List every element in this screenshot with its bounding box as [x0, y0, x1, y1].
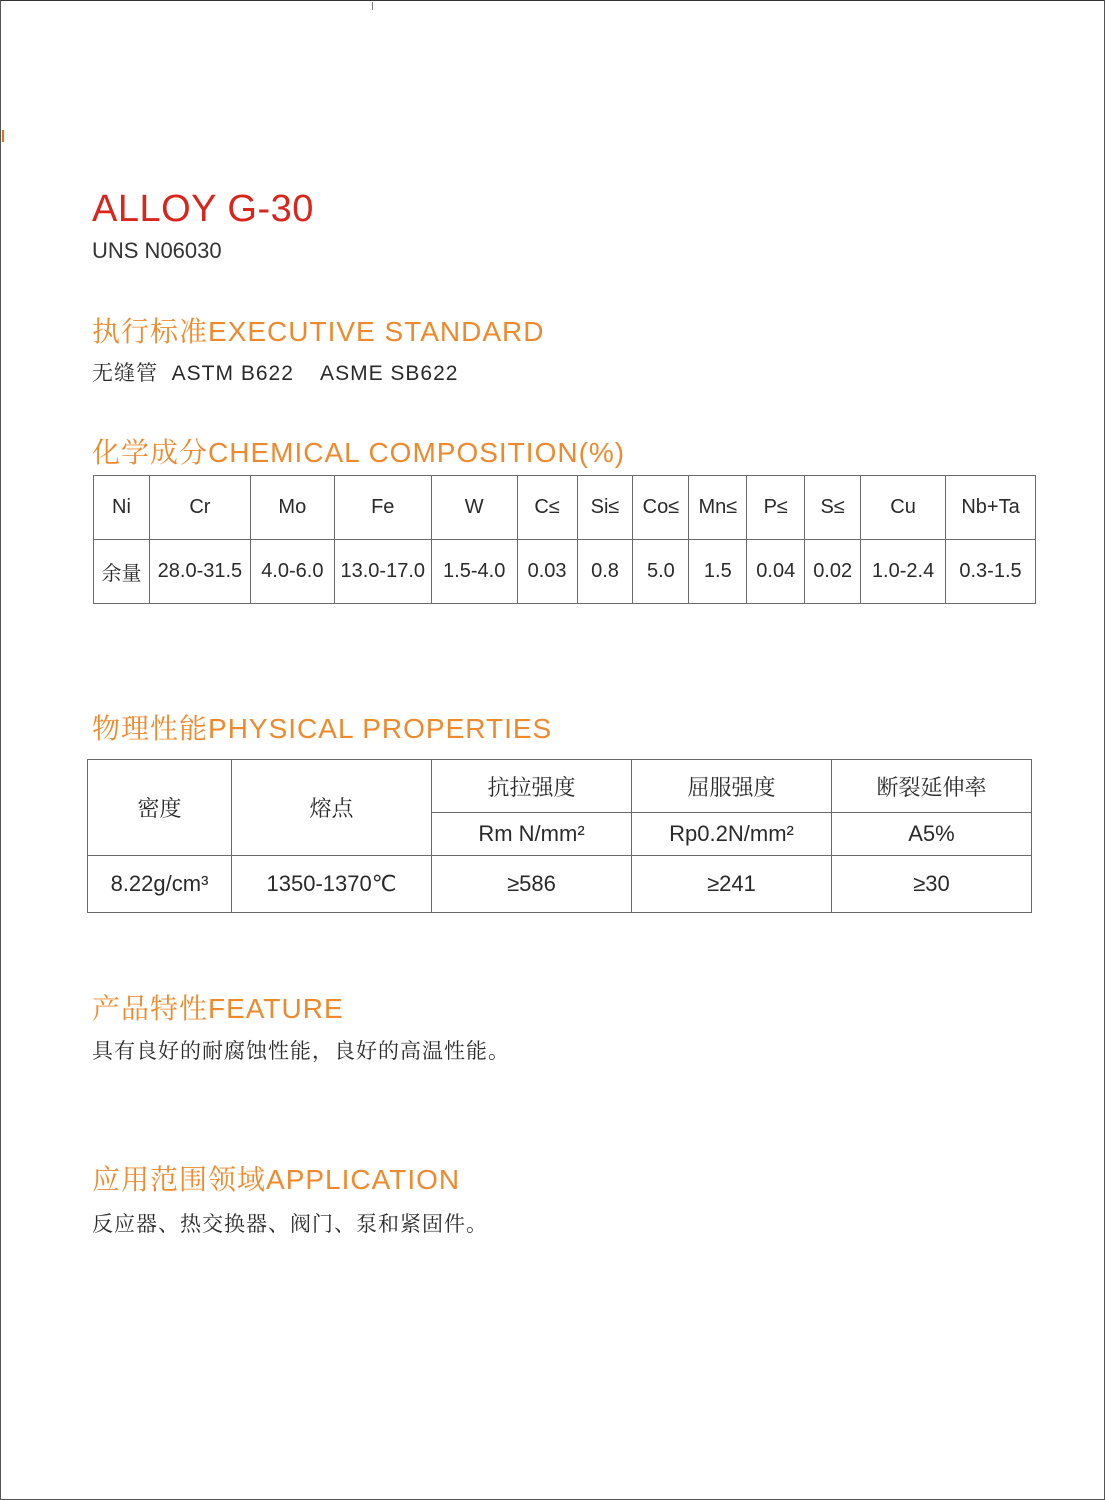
feature-text: 具有良好的耐腐蚀性能，良好的高温性能。: [92, 1040, 510, 1063]
standard-heading-cn: 执行标准: [92, 316, 209, 347]
physical-heading: [92, 707, 552, 747]
feature-heading: [92, 987, 344, 1027]
physical-properties-table: [87, 759, 1032, 913]
table-header-cell: Nb+Ta: [946, 476, 1036, 540]
melting-point-value: 1350-1370℃: [232, 856, 432, 913]
physical-header-row: [88, 760, 1032, 813]
table-header-cell: Fe: [334, 476, 431, 540]
chemical-heading-cn: 化学成分: [92, 437, 209, 468]
yield-strength-unit: Rp0.2N/mm²: [632, 813, 832, 856]
table-cell: 28.0-31.5: [149, 540, 250, 604]
physical-heading-en: PHYSICAL PROPERTIES: [208, 713, 553, 744]
standard-heading: [92, 310, 544, 350]
application-text: 反应器、热交换器、阀门、泵和紧固件。: [92, 1213, 488, 1236]
table-header-cell: P≤: [747, 476, 805, 540]
melting-point-label: 熔点: [232, 760, 432, 856]
uns-number: UNS N06030: [92, 238, 222, 263]
table-cell: 0.3-1.5: [946, 540, 1036, 604]
table-header-cell: W: [431, 476, 517, 540]
standard-text: 无缝管 ASTM B622 ASME SB622: [92, 362, 459, 385]
density-label: 密度: [88, 760, 232, 856]
elongation-label: 断裂延伸率: [832, 760, 1032, 813]
application-heading-en: APPLICATION: [266, 1164, 461, 1195]
table-cell: 0.03: [517, 540, 577, 604]
tensile-strength-label: 抗拉强度: [432, 760, 632, 813]
yield-strength-label: 屈服强度: [632, 760, 832, 813]
standard-heading-en: EXECUTIVE STANDARD: [208, 316, 545, 347]
chemical-heading: [92, 431, 625, 471]
physical-heading-cn: 物理性能: [92, 713, 209, 744]
density-value: 8.22g/cm³: [88, 856, 232, 913]
chemical-header-row: [94, 476, 1036, 540]
tensile-strength-unit: Rm N/mm²: [432, 813, 632, 856]
feature-heading-cn: 产品特性: [92, 993, 209, 1024]
table-header-cell: C≤: [517, 476, 577, 540]
table-cell: 0.04: [747, 540, 805, 604]
yield-strength-value: ≥241: [632, 856, 832, 913]
table-cell: 0.02: [805, 540, 861, 604]
table-header-cell: Co≤: [633, 476, 689, 540]
elongation-unit: A5%: [832, 813, 1032, 856]
crop-mark: [372, 2, 373, 10]
table-header-cell: Cu: [861, 476, 946, 540]
table-cell: 13.0-17.0: [334, 540, 431, 604]
table-header-cell: Ni: [94, 476, 150, 540]
chemical-value-row: [94, 540, 1036, 604]
tensile-strength-value: ≥586: [432, 856, 632, 913]
table-cell: 余量: [94, 540, 150, 604]
table-header-cell: Cr: [149, 476, 250, 540]
elongation-value: ≥30: [832, 856, 1032, 913]
application-heading-cn: 应用范围领域: [92, 1164, 267, 1195]
table-cell: 1.5: [689, 540, 747, 604]
alloy-title: ALLOY G-30: [92, 188, 314, 230]
table-cell: 5.0: [633, 540, 689, 604]
table-header-cell: S≤: [805, 476, 861, 540]
table-cell: 1.5-4.0: [431, 540, 517, 604]
table-header-cell: Si≤: [577, 476, 633, 540]
feature-heading-en: FEATURE: [208, 993, 344, 1024]
chemical-composition-table: [93, 475, 1036, 604]
application-heading: [92, 1158, 460, 1198]
edge-mark: [2, 130, 4, 142]
physical-value-row: [88, 856, 1032, 913]
chemical-heading-en: CHEMICAL COMPOSITION(%): [208, 437, 626, 468]
table-header-cell: Mo: [250, 476, 334, 540]
table-cell: 1.0-2.4: [861, 540, 946, 604]
table-cell: 4.0-6.0: [250, 540, 334, 604]
table-header-cell: Mn≤: [689, 476, 747, 540]
table-cell: 0.8: [577, 540, 633, 604]
